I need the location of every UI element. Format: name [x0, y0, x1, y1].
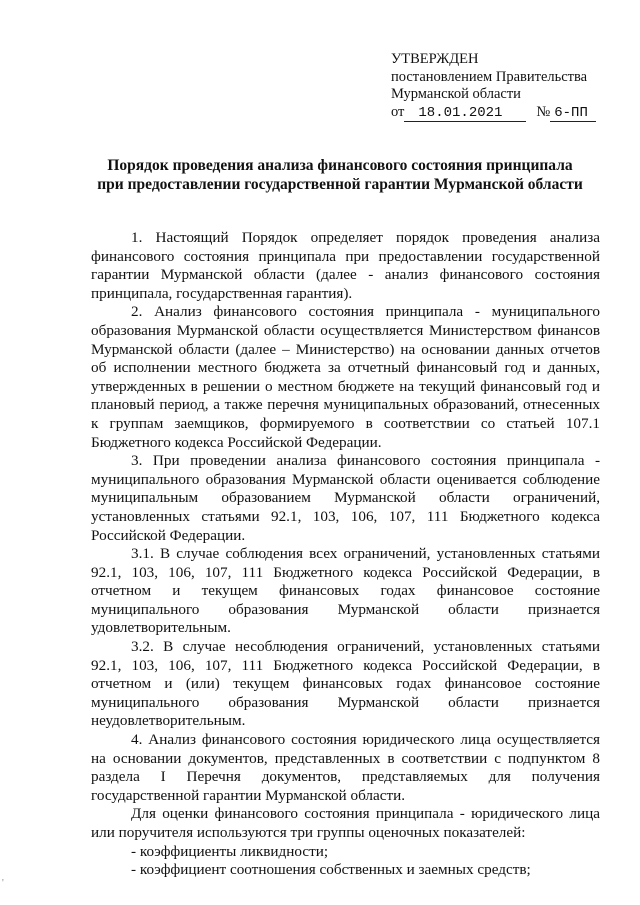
- paragraph-5: Для оценки финансового состояния принципала - юридического лица или поручителя используются три группы оценочных показателей:: [91, 805, 600, 841]
- number-label: №: [536, 103, 551, 120]
- paragraph-3: 3. При проведении анализа финансового состояния принципала - муниципального образования Мурманской области оценивается соблюдение муниципальным образованием Мурманской области ограничений, установленных статьями 92.1, 103, 106, 107, 111 Бюджетного кодекса Российской Федерации.: [91, 452, 600, 544]
- approval-date-line: [391, 104, 621, 122]
- approval-date: 18.01.2021: [404, 105, 526, 122]
- paragraph-1: 1. Настоящий Порядок определяет порядок проведения анализа финансового состояния принципала при предоставлении государственной гарантии Мурманской области (далее - анализ финансового состояния принципала, государственная гарантия).: [91, 229, 600, 302]
- title-line-1: Порядок проведения анализа финансового состояния принципала: [107, 157, 573, 174]
- paragraph-3-1: 3.1. В случае соблюдения всех ограничений, установленных статьями 92.1, 103, 106, 107, 111 Бюджетного кодекса Российской Федерации, в отчетном и текущем финансовых годах финансовое состояние муниципального образования Мурманской области признается удовлетворительным.: [91, 545, 600, 637]
- document-body: [91, 229, 600, 880]
- paragraph-4: 4. Анализ финансового состояния юридического лица осуществляется на основании документов, представленных в соответствии с подпунктом 8 раздела I Перечня документов, представляемых для получения государственной гарантии Мурманской области.: [91, 731, 600, 804]
- from-label: от: [391, 103, 405, 120]
- paragraph-3-2: 3.2. В случае несоблюдения ограничений, установленных статьями 92.1, 103, 106, 107, 111 Бюджетного кодекса Российской Федерации, в отчетном и (или) текущем финансовых годах финансовое состояние муниципального образования Мурманской области признается неудовлетворительным.: [91, 638, 600, 730]
- document-title: [60, 156, 620, 194]
- title-line-2: при предоставлении государственной гарантии Мурманской области: [97, 176, 583, 193]
- approval-stamp: [391, 51, 621, 122]
- approval-line-2: Мурманской области: [391, 86, 521, 102]
- paragraph-2: 2. Анализ финансового состояния принципала - муниципального образования Мурманской области осуществляется Министерством финансов Мурманской области (далее – Министерство) на основании данных отчетов об исполнении местного бюджета за отчетный финансовый год и данных, утвержденных в решении о местном бюджете на текущий финансовый год и плановый период, а также перечня муниципальных образований, отнесенных к группам заемщиков, формируемого в соответствии со статьей 107.1 Бюджетного кодекса Российской Федерации.: [91, 303, 600, 451]
- approval-heading: УТВЕРЖДЕН: [391, 51, 479, 67]
- margin-mark: ': [2, 878, 4, 889]
- approval-number: 6-ПП: [550, 105, 596, 122]
- approval-line-1: постановлением Правительства: [391, 68, 588, 85]
- bullet-liquidity: - коэффициенты ликвидности;: [131, 842, 329, 860]
- bullet-equity-ratio: - коэффициент соотношения собственных и заемных средств;: [131, 861, 531, 879]
